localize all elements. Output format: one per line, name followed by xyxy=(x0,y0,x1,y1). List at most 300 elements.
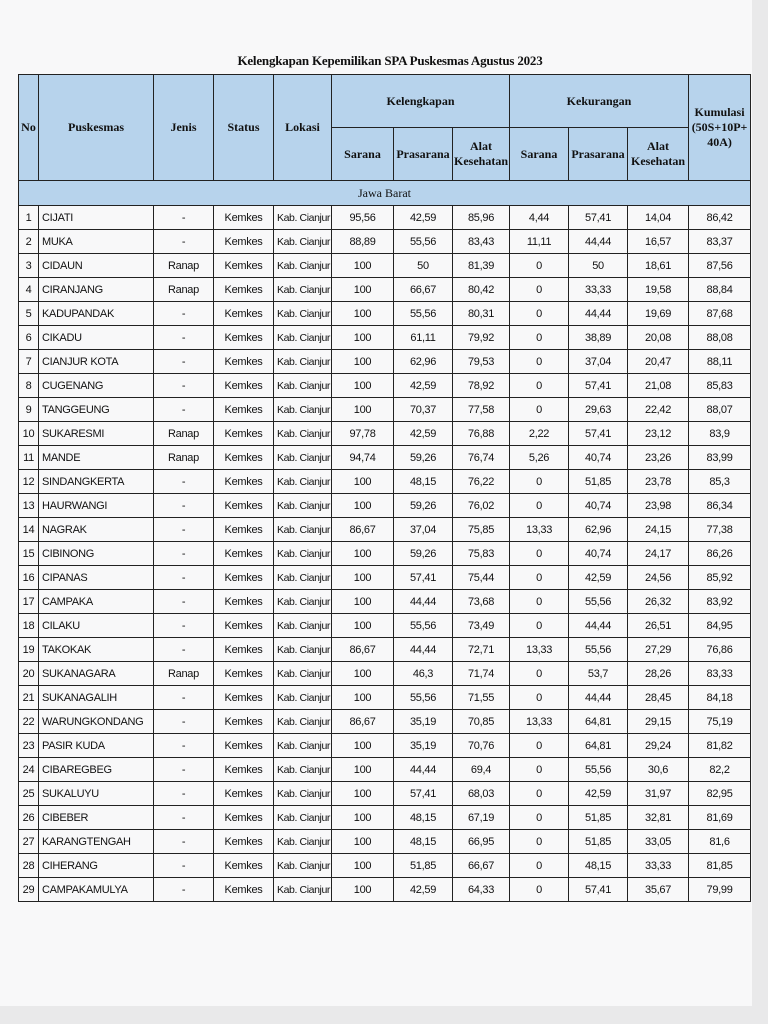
cell-kelengkapan-sarana: 88,89 xyxy=(332,230,394,254)
cell-status: Kemkes xyxy=(214,350,274,374)
table-row xyxy=(19,350,751,374)
cell-kumulasi: 83,37 xyxy=(689,230,751,254)
cell-kelengkapan-alat-kesehatan: 80,42 xyxy=(453,278,510,302)
cell-puskesmas: NAGRAK xyxy=(39,518,154,542)
cell-kekurangan-sarana: 0 xyxy=(510,734,569,758)
cell-kekurangan-alat-kesehatan: 24,56 xyxy=(628,566,689,590)
cell-jenis: Ranap xyxy=(154,662,214,686)
cell-jenis: Ranap xyxy=(154,254,214,278)
cell-kelengkapan-alat-kesehatan: 76,22 xyxy=(453,470,510,494)
cell-kumulasi: 81,82 xyxy=(689,734,751,758)
table-row xyxy=(19,806,751,830)
cell-jenis: - xyxy=(154,566,214,590)
cell-kelengkapan-prasarana: 35,19 xyxy=(394,734,453,758)
cell-kekurangan-alat-kesehatan: 21,08 xyxy=(628,374,689,398)
cell-status: Kemkes xyxy=(214,494,274,518)
cell-kekurangan-prasarana: 42,59 xyxy=(569,782,628,806)
cell-no: 22 xyxy=(19,710,39,734)
cell-jenis: - xyxy=(154,710,214,734)
cell-kekurangan-sarana: 0 xyxy=(510,566,569,590)
table-row xyxy=(19,758,751,782)
cell-kekurangan-alat-kesehatan: 20,08 xyxy=(628,326,689,350)
cell-kelengkapan-prasarana: 44,44 xyxy=(394,590,453,614)
cell-no: 11 xyxy=(19,446,39,470)
cell-kelengkapan-prasarana: 42,59 xyxy=(394,878,453,902)
cell-no: 5 xyxy=(19,302,39,326)
cell-kekurangan-sarana: 0 xyxy=(510,374,569,398)
cell-kekurangan-prasarana: 55,56 xyxy=(569,638,628,662)
cell-no: 18 xyxy=(19,614,39,638)
cell-kelengkapan-sarana: 100 xyxy=(332,398,394,422)
cell-kekurangan-sarana: 13,33 xyxy=(510,638,569,662)
cell-kelengkapan-prasarana: 55,56 xyxy=(394,302,453,326)
cell-lokasi: Kab. Cianjur xyxy=(274,710,332,734)
cell-kekurangan-prasarana: 44,44 xyxy=(569,686,628,710)
table-row xyxy=(19,398,751,422)
cell-no: 21 xyxy=(19,686,39,710)
cell-kekurangan-prasarana: 48,15 xyxy=(569,854,628,878)
cell-puskesmas: CIANJUR KOTA xyxy=(39,350,154,374)
cell-lokasi: Kab. Cianjur xyxy=(274,470,332,494)
cell-kumulasi: 87,68 xyxy=(689,302,751,326)
cell-jenis: - xyxy=(154,542,214,566)
cell-no: 1 xyxy=(19,206,39,230)
cell-no: 7 xyxy=(19,350,39,374)
cell-kelengkapan-alat-kesehatan: 75,83 xyxy=(453,542,510,566)
cell-kelengkapan-prasarana: 48,15 xyxy=(394,470,453,494)
cell-status: Kemkes xyxy=(214,518,274,542)
table-row xyxy=(19,590,751,614)
cell-lokasi: Kab. Cianjur xyxy=(274,446,332,470)
cell-kekurangan-prasarana: 40,74 xyxy=(569,542,628,566)
header-jenis: Jenis xyxy=(154,75,214,181)
cell-kelengkapan-prasarana: 42,59 xyxy=(394,422,453,446)
cell-no: 3 xyxy=(19,254,39,278)
cell-kekurangan-alat-kesehatan: 16,57 xyxy=(628,230,689,254)
cell-jenis: - xyxy=(154,686,214,710)
cell-kekurangan-sarana: 2,22 xyxy=(510,422,569,446)
cell-kekurangan-sarana: 0 xyxy=(510,590,569,614)
cell-kelengkapan-alat-kesehatan: 79,92 xyxy=(453,326,510,350)
cell-kekurangan-alat-kesehatan: 23,12 xyxy=(628,422,689,446)
cell-kumulasi: 88,07 xyxy=(689,398,751,422)
cell-kekurangan-sarana: 0 xyxy=(510,326,569,350)
cell-puskesmas: CIJATI xyxy=(39,206,154,230)
cell-status: Kemkes xyxy=(214,590,274,614)
cell-puskesmas: CILAKU xyxy=(39,614,154,638)
cell-kumulasi: 83,99 xyxy=(689,446,751,470)
cell-kekurangan-alat-kesehatan: 28,26 xyxy=(628,662,689,686)
cell-puskesmas: KADUPANDAK xyxy=(39,302,154,326)
cell-kelengkapan-sarana: 100 xyxy=(332,590,394,614)
cell-kekurangan-alat-kesehatan: 27,29 xyxy=(628,638,689,662)
cell-no: 4 xyxy=(19,278,39,302)
cell-lokasi: Kab. Cianjur xyxy=(274,830,332,854)
cell-no: 14 xyxy=(19,518,39,542)
cell-puskesmas: SUKANAGARA xyxy=(39,662,154,686)
cell-kekurangan-prasarana: 44,44 xyxy=(569,302,628,326)
cell-kekurangan-prasarana: 38,89 xyxy=(569,326,628,350)
cell-kelengkapan-alat-kesehatan: 76,02 xyxy=(453,494,510,518)
table-row xyxy=(19,374,751,398)
cell-puskesmas: WARUNGKONDANG xyxy=(39,710,154,734)
cell-puskesmas: CUGENANG xyxy=(39,374,154,398)
table-row xyxy=(19,422,751,446)
cell-kumulasi: 87,56 xyxy=(689,254,751,278)
cell-kelengkapan-prasarana: 42,59 xyxy=(394,206,453,230)
cell-lokasi: Kab. Cianjur xyxy=(274,686,332,710)
spa-table xyxy=(18,74,751,902)
cell-kekurangan-sarana: 0 xyxy=(510,302,569,326)
cell-lokasi: Kab. Cianjur xyxy=(274,302,332,326)
cell-status: Kemkes xyxy=(214,638,274,662)
cell-kelengkapan-prasarana: 48,15 xyxy=(394,806,453,830)
cell-kekurangan-prasarana: 44,44 xyxy=(569,614,628,638)
cell-jenis: - xyxy=(154,854,214,878)
cell-kekurangan-alat-kesehatan: 24,15 xyxy=(628,518,689,542)
cell-no: 16 xyxy=(19,566,39,590)
cell-kelengkapan-sarana: 86,67 xyxy=(332,710,394,734)
cell-kekurangan-sarana: 0 xyxy=(510,758,569,782)
cell-kelengkapan-prasarana: 37,04 xyxy=(394,518,453,542)
cell-lokasi: Kab. Cianjur xyxy=(274,230,332,254)
cell-kekurangan-prasarana: 57,41 xyxy=(569,422,628,446)
cell-kekurangan-sarana: 0 xyxy=(510,854,569,878)
cell-puskesmas: CIBEBER xyxy=(39,806,154,830)
cell-kelengkapan-prasarana: 44,44 xyxy=(394,758,453,782)
cell-kekurangan-sarana: 5,26 xyxy=(510,446,569,470)
cell-status: Kemkes xyxy=(214,758,274,782)
cell-kekurangan-alat-kesehatan: 31,97 xyxy=(628,782,689,806)
cell-status: Kemkes xyxy=(214,686,274,710)
cell-kelengkapan-alat-kesehatan: 73,49 xyxy=(453,614,510,638)
cell-kumulasi: 75,19 xyxy=(689,710,751,734)
cell-no: 8 xyxy=(19,374,39,398)
cell-kekurangan-sarana: 0 xyxy=(510,542,569,566)
cell-jenis: - xyxy=(154,350,214,374)
cell-kekurangan-prasarana: 50 xyxy=(569,254,628,278)
cell-kekurangan-alat-kesehatan: 26,32 xyxy=(628,590,689,614)
cell-kelengkapan-prasarana: 35,19 xyxy=(394,710,453,734)
cell-kelengkapan-sarana: 100 xyxy=(332,830,394,854)
cell-no: 27 xyxy=(19,830,39,854)
cell-no: 20 xyxy=(19,662,39,686)
cell-kelengkapan-prasarana: 59,26 xyxy=(394,542,453,566)
cell-kelengkapan-prasarana: 42,59 xyxy=(394,374,453,398)
cell-puskesmas: TANGGEUNG xyxy=(39,398,154,422)
cell-kumulasi: 76,86 xyxy=(689,638,751,662)
cell-kekurangan-prasarana: 64,81 xyxy=(569,734,628,758)
cell-puskesmas: CIHERANG xyxy=(39,854,154,878)
cell-jenis: - xyxy=(154,302,214,326)
cell-status: Kemkes xyxy=(214,662,274,686)
cell-kekurangan-prasarana: 57,41 xyxy=(569,878,628,902)
cell-jenis: - xyxy=(154,518,214,542)
cell-kumulasi: 81,85 xyxy=(689,854,751,878)
cell-status: Kemkes xyxy=(214,398,274,422)
cell-kelengkapan-alat-kesehatan: 68,03 xyxy=(453,782,510,806)
cell-kelengkapan-prasarana: 62,96 xyxy=(394,350,453,374)
header-kelengkapan-prasarana: Prasarana xyxy=(394,128,453,181)
cell-status: Kemkes xyxy=(214,278,274,302)
cell-kumulasi: 83,9 xyxy=(689,422,751,446)
cell-kekurangan-prasarana: 64,81 xyxy=(569,710,628,734)
table-row xyxy=(19,686,751,710)
cell-kekurangan-sarana: 13,33 xyxy=(510,710,569,734)
document-title: Kelengkapan Kepemilikan SPA Puskesmas Agustus 2023 xyxy=(237,53,543,68)
cell-status: Kemkes xyxy=(214,230,274,254)
table-row xyxy=(19,494,751,518)
cell-kekurangan-sarana: 0 xyxy=(510,878,569,902)
cell-kekurangan-alat-kesehatan: 33,33 xyxy=(628,854,689,878)
cell-kelengkapan-prasarana: 44,44 xyxy=(394,638,453,662)
cell-no: 26 xyxy=(19,806,39,830)
cell-kekurangan-prasarana: 55,56 xyxy=(569,758,628,782)
cell-lokasi: Kab. Cianjur xyxy=(274,638,332,662)
cell-kumulasi: 82,2 xyxy=(689,758,751,782)
cell-kelengkapan-prasarana: 55,56 xyxy=(394,614,453,638)
cell-kelengkapan-sarana: 100 xyxy=(332,326,394,350)
cell-lokasi: Kab. Cianjur xyxy=(274,806,332,830)
cell-kekurangan-prasarana: 40,74 xyxy=(569,446,628,470)
cell-lokasi: Kab. Cianjur xyxy=(274,398,332,422)
cell-kekurangan-sarana: 11,11 xyxy=(510,230,569,254)
cell-kekurangan-prasarana: 42,59 xyxy=(569,566,628,590)
cell-kelengkapan-alat-kesehatan: 71,55 xyxy=(453,686,510,710)
cell-kekurangan-alat-kesehatan: 26,51 xyxy=(628,614,689,638)
cell-kekurangan-prasarana: 29,63 xyxy=(569,398,628,422)
cell-jenis: - xyxy=(154,590,214,614)
cell-puskesmas: TAKOKAK xyxy=(39,638,154,662)
cell-status: Kemkes xyxy=(214,542,274,566)
header-puskesmas: Puskesmas xyxy=(39,75,154,181)
cell-kekurangan-alat-kesehatan: 14,04 xyxy=(628,206,689,230)
cell-kumulasi: 81,6 xyxy=(689,830,751,854)
cell-lokasi: Kab. Cianjur xyxy=(274,614,332,638)
cell-jenis: Ranap xyxy=(154,422,214,446)
cell-puskesmas: CIBINONG xyxy=(39,542,154,566)
cell-status: Kemkes xyxy=(214,446,274,470)
cell-puskesmas: MUKA xyxy=(39,230,154,254)
cell-kekurangan-alat-kesehatan: 19,69 xyxy=(628,302,689,326)
table-row xyxy=(19,326,751,350)
cell-kekurangan-alat-kesehatan: 24,17 xyxy=(628,542,689,566)
cell-kumulasi: 88,11 xyxy=(689,350,751,374)
cell-status: Kemkes xyxy=(214,854,274,878)
cell-kelengkapan-prasarana: 66,67 xyxy=(394,278,453,302)
cell-kelengkapan-sarana: 97,78 xyxy=(332,422,394,446)
cell-lokasi: Kab. Cianjur xyxy=(274,662,332,686)
cell-kelengkapan-sarana: 100 xyxy=(332,278,394,302)
cell-kumulasi: 81,69 xyxy=(689,806,751,830)
cell-kelengkapan-prasarana: 61,11 xyxy=(394,326,453,350)
cell-kekurangan-alat-kesehatan: 23,78 xyxy=(628,470,689,494)
cell-status: Kemkes xyxy=(214,782,274,806)
cell-kelengkapan-sarana: 100 xyxy=(332,302,394,326)
cell-no: 29 xyxy=(19,878,39,902)
cell-kekurangan-prasarana: 53,7 xyxy=(569,662,628,686)
cell-kelengkapan-alat-kesehatan: 77,58 xyxy=(453,398,510,422)
cell-kumulasi: 83,92 xyxy=(689,590,751,614)
cell-kelengkapan-alat-kesehatan: 70,76 xyxy=(453,734,510,758)
cell-lokasi: Kab. Cianjur xyxy=(274,350,332,374)
cell-lokasi: Kab. Cianjur xyxy=(274,878,332,902)
cell-kekurangan-prasarana: 57,41 xyxy=(569,206,628,230)
cell-kelengkapan-alat-kesehatan: 69,4 xyxy=(453,758,510,782)
table-row xyxy=(19,614,751,638)
cell-kumulasi: 86,42 xyxy=(689,206,751,230)
cell-jenis: - xyxy=(154,830,214,854)
cell-puskesmas: HAURWANGI xyxy=(39,494,154,518)
cell-kelengkapan-sarana: 100 xyxy=(332,854,394,878)
cell-kelengkapan-prasarana: 57,41 xyxy=(394,566,453,590)
cell-kelengkapan-alat-kesehatan: 85,96 xyxy=(453,206,510,230)
cell-puskesmas: PASIR KUDA xyxy=(39,734,154,758)
cell-kekurangan-alat-kesehatan: 23,26 xyxy=(628,446,689,470)
cell-no: 6 xyxy=(19,326,39,350)
cell-kelengkapan-sarana: 100 xyxy=(332,782,394,806)
cell-kelengkapan-sarana: 100 xyxy=(332,662,394,686)
cell-puskesmas: SUKANAGALIH xyxy=(39,686,154,710)
cell-no: 9 xyxy=(19,398,39,422)
cell-kekurangan-sarana: 0 xyxy=(510,782,569,806)
cell-kelengkapan-sarana: 94,74 xyxy=(332,446,394,470)
cell-kumulasi: 84,18 xyxy=(689,686,751,710)
cell-kelengkapan-prasarana: 57,41 xyxy=(394,782,453,806)
cell-kelengkapan-alat-kesehatan: 76,74 xyxy=(453,446,510,470)
cell-kekurangan-alat-kesehatan: 22,42 xyxy=(628,398,689,422)
header-kekurangan-sarana: Sarana xyxy=(510,128,569,181)
cell-no: 2 xyxy=(19,230,39,254)
table-header xyxy=(19,75,751,181)
cell-jenis: - xyxy=(154,734,214,758)
cell-jenis: - xyxy=(154,638,214,662)
cell-kumulasi: 88,08 xyxy=(689,326,751,350)
cell-lokasi: Kab. Cianjur xyxy=(274,278,332,302)
cell-kelengkapan-sarana: 100 xyxy=(332,566,394,590)
table-row xyxy=(19,254,751,278)
cell-kekurangan-alat-kesehatan: 18,61 xyxy=(628,254,689,278)
cell-jenis: - xyxy=(154,374,214,398)
cell-puskesmas: CIRANJANG xyxy=(39,278,154,302)
table-row xyxy=(19,206,751,230)
cell-kelengkapan-sarana: 100 xyxy=(332,878,394,902)
cell-kekurangan-prasarana: 51,85 xyxy=(569,806,628,830)
cell-jenis: - xyxy=(154,806,214,830)
cell-kekurangan-alat-kesehatan: 35,67 xyxy=(628,878,689,902)
cell-kekurangan-alat-kesehatan: 19,58 xyxy=(628,278,689,302)
cell-no: 28 xyxy=(19,854,39,878)
cell-kekurangan-prasarana: 33,33 xyxy=(569,278,628,302)
cell-kelengkapan-sarana: 100 xyxy=(332,470,394,494)
cell-no: 17 xyxy=(19,590,39,614)
cell-kekurangan-sarana: 0 xyxy=(510,350,569,374)
cell-kelengkapan-prasarana: 48,15 xyxy=(394,830,453,854)
table-row xyxy=(19,302,751,326)
header-kelengkapan: Kelengkapan xyxy=(332,75,510,128)
cell-kelengkapan-prasarana: 55,56 xyxy=(394,686,453,710)
cell-no: 23 xyxy=(19,734,39,758)
cell-kelengkapan-prasarana: 55,56 xyxy=(394,230,453,254)
cell-status: Kemkes xyxy=(214,830,274,854)
cell-kelengkapan-sarana: 100 xyxy=(332,374,394,398)
cell-lokasi: Kab. Cianjur xyxy=(274,854,332,878)
cell-puskesmas: CIPANAS xyxy=(39,566,154,590)
cell-kekurangan-prasarana: 40,74 xyxy=(569,494,628,518)
cell-jenis: - xyxy=(154,614,214,638)
cell-kumulasi: 86,26 xyxy=(689,542,751,566)
cell-kumulasi: 84,95 xyxy=(689,614,751,638)
table-row xyxy=(19,878,751,902)
cell-kelengkapan-alat-kesehatan: 70,85 xyxy=(453,710,510,734)
cell-kekurangan-prasarana: 62,96 xyxy=(569,518,628,542)
cell-kelengkapan-alat-kesehatan: 80,31 xyxy=(453,302,510,326)
cell-kekurangan-sarana: 0 xyxy=(510,254,569,278)
cell-kumulasi: 85,92 xyxy=(689,566,751,590)
cell-kelengkapan-alat-kesehatan: 66,67 xyxy=(453,854,510,878)
cell-kekurangan-alat-kesehatan: 28,45 xyxy=(628,686,689,710)
cell-no: 13 xyxy=(19,494,39,518)
cell-jenis: Ranap xyxy=(154,446,214,470)
cell-kelengkapan-prasarana: 59,26 xyxy=(394,446,453,470)
cell-kekurangan-sarana: 0 xyxy=(510,470,569,494)
cell-kekurangan-sarana: 0 xyxy=(510,830,569,854)
cell-kekurangan-sarana: 0 xyxy=(510,398,569,422)
header-lokasi: Lokasi xyxy=(274,75,332,181)
cell-jenis: - xyxy=(154,758,214,782)
cell-kelengkapan-alat-kesehatan: 67,19 xyxy=(453,806,510,830)
cell-puskesmas: SUKALUYU xyxy=(39,782,154,806)
cell-kekurangan-prasarana: 37,04 xyxy=(569,350,628,374)
cell-puskesmas: SUKARESMI xyxy=(39,422,154,446)
cell-kelengkapan-sarana: 100 xyxy=(332,686,394,710)
table-row xyxy=(19,566,751,590)
cell-kekurangan-prasarana: 57,41 xyxy=(569,374,628,398)
cell-kelengkapan-sarana: 100 xyxy=(332,734,394,758)
cell-no: 19 xyxy=(19,638,39,662)
cell-kelengkapan-sarana: 100 xyxy=(332,758,394,782)
cell-lokasi: Kab. Cianjur xyxy=(274,782,332,806)
cell-lokasi: Kab. Cianjur xyxy=(274,542,332,566)
cell-kelengkapan-alat-kesehatan: 78,92 xyxy=(453,374,510,398)
cell-status: Kemkes xyxy=(214,302,274,326)
cell-status: Kemkes xyxy=(214,806,274,830)
cell-status: Kemkes xyxy=(214,374,274,398)
cell-lokasi: Kab. Cianjur xyxy=(274,758,332,782)
table-row xyxy=(19,638,751,662)
cell-no: 24 xyxy=(19,758,39,782)
cell-kekurangan-alat-kesehatan: 29,15 xyxy=(628,710,689,734)
header-no: No xyxy=(19,75,39,181)
cell-kekurangan-sarana: 13,33 xyxy=(510,518,569,542)
cell-puskesmas: CAMPAKAMULYA xyxy=(39,878,154,902)
cell-kelengkapan-alat-kesehatan: 79,53 xyxy=(453,350,510,374)
cell-kekurangan-prasarana: 51,85 xyxy=(569,470,628,494)
cell-lokasi: Kab. Cianjur xyxy=(274,590,332,614)
cell-kekurangan-sarana: 0 xyxy=(510,662,569,686)
cell-kekurangan-alat-kesehatan: 20,47 xyxy=(628,350,689,374)
cell-status: Kemkes xyxy=(214,422,274,446)
region-label: Jawa Barat xyxy=(19,181,751,206)
cell-jenis: Ranap xyxy=(154,278,214,302)
cell-puskesmas: KARANGTENGAH xyxy=(39,830,154,854)
cell-kelengkapan-prasarana: 50 xyxy=(394,254,453,278)
cell-kumulasi: 85,83 xyxy=(689,374,751,398)
cell-puskesmas: CAMPAKA xyxy=(39,590,154,614)
cell-status: Kemkes xyxy=(214,326,274,350)
table-row xyxy=(19,518,751,542)
cell-jenis: - xyxy=(154,470,214,494)
